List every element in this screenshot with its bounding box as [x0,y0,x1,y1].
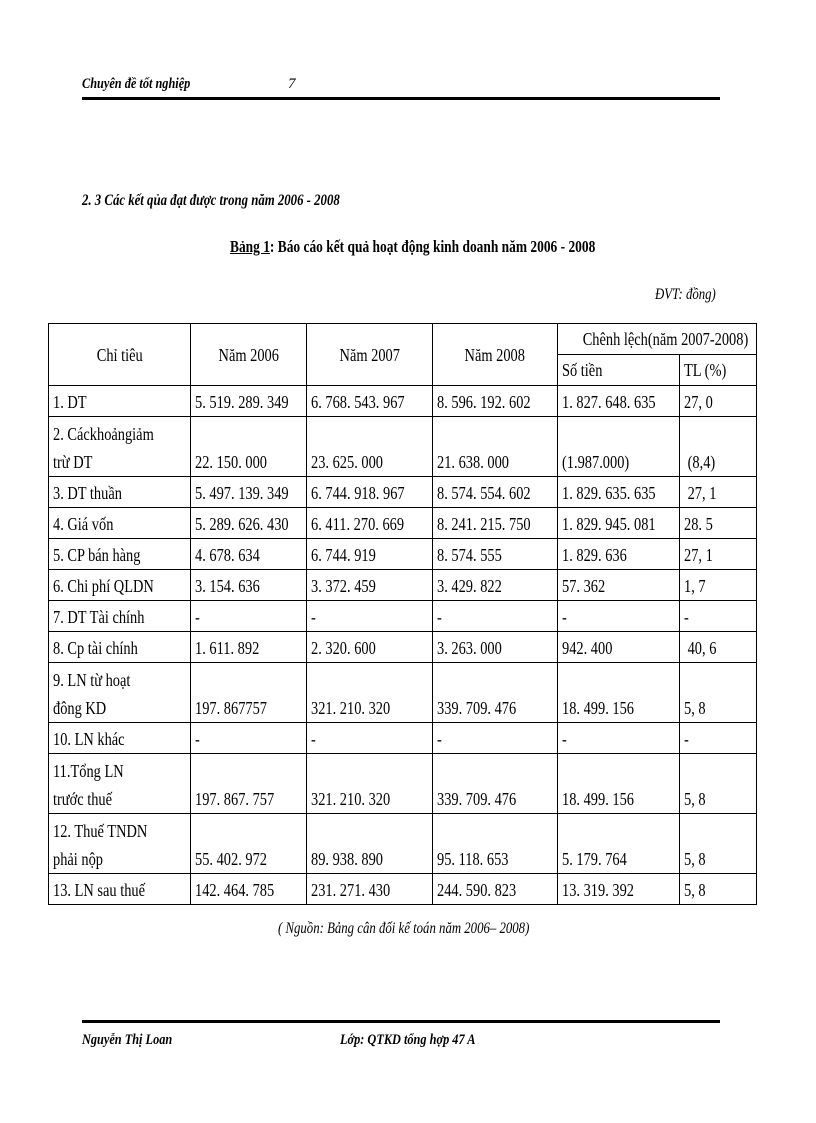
table-row [49,723,757,754]
header-title: Chuyên đề tốt nghiệp [82,76,191,92]
cell-indicator: 4. Giá vốn [49,508,191,539]
cell-rate: 5, 8 [680,874,757,905]
header-rule [82,97,720,100]
cell-rate: 28. 5 [680,508,757,539]
table-row [49,508,757,539]
cell-rate: - [680,723,757,754]
cell-amount: 57. 362 [558,570,680,601]
footer-class: Lớp: QTKD tổng hợp 47 A [340,1032,476,1048]
table-caption [230,237,595,257]
cell-amount: 942. 400 [558,632,680,663]
cell-amount: 1. 829. 635. 635 [558,477,680,508]
cell-indicator: 2. Cáckhoảngiảm trừ DT [49,417,191,477]
cell-y2006: 5. 497. 139. 349 [191,477,307,508]
header-rate: TL (%) [680,355,757,386]
section-title: 2. 3 Các kết qủa đạt được trong năm 2006 - 2008 [82,192,340,209]
cell-y2007: 2. 320. 600 [307,632,433,663]
header-indicator: Chỉ tiêu [49,324,191,386]
table-row [49,417,757,477]
table-row [49,570,757,601]
source-note: ( Nguồn: Bảng cân đối kế toán năm 2006– 2008) [278,920,530,937]
cell-indicator: 13. LN sau thuế [49,874,191,905]
cell-indicator: 6. Chi phí QLDN [49,570,191,601]
cell-y2008: 95. 118. 653 [433,814,558,874]
cell-y2007: 321. 210. 320 [307,754,433,814]
cell-y2006: 5. 289. 626. 430 [191,508,307,539]
cell-indicator: 9. LN từ hoạt đông KD [49,663,191,723]
cell-rate: 1, 7 [680,570,757,601]
cell-indicator: 1. DT [49,386,191,417]
header-2007: Năm 2007 [307,324,433,386]
table-header [49,324,757,386]
cell-y2008: 8. 596. 192. 602 [433,386,558,417]
page-header [82,74,720,100]
cell-amount: 1. 827. 648. 635 [558,386,680,417]
cell-y2006: 1. 611. 892 [191,632,307,663]
cell-indicator: 11.Tổng LN trước thuế [49,754,191,814]
cell-y2006: 142. 464. 785 [191,874,307,905]
table-row [49,539,757,570]
cell-y2006: 3. 154. 636 [191,570,307,601]
cell-y2007: 6. 744. 918. 967 [307,477,433,508]
cell-indicator: 3. DT thuần [49,477,191,508]
cell-indicator: 12. Thuế TNDN phải nộp [49,814,191,874]
cell-amount: (1.987.000) [558,417,680,477]
cell-rate: 40, 6 [680,632,757,663]
table-row [49,754,757,814]
table-row [49,814,757,874]
table-caption-text: : Báo cáo kết quả hoạt động kinh doanh năm 2006 - 2008 [269,237,596,256]
cell-rate: 27, 0 [680,386,757,417]
cell-rate: 27, 1 [680,477,757,508]
cell-y2008: 8. 241. 215. 750 [433,508,558,539]
cell-indicator: 10. LN khác [49,723,191,754]
page-footer [82,1020,720,1060]
cell-y2008: 21. 638. 000 [433,417,558,477]
header-2006: Năm 2006 [191,324,307,386]
cell-y2007: - [307,723,433,754]
cell-y2006: 22. 150. 000 [191,417,307,477]
cell-rate: 5, 8 [680,663,757,723]
cell-y2008: 339. 709. 476 [433,754,558,814]
cell-amount: 18. 499. 156 [558,754,680,814]
cell-y2006: 5. 519. 289. 349 [191,386,307,417]
cell-y2008: 244. 590. 823 [433,874,558,905]
footer-author: Nguyễn Thị Loan [82,1032,173,1048]
page-number: 7 [288,76,296,92]
cell-amount: 13. 319. 392 [558,874,680,905]
cell-y2008: - [433,601,558,632]
table-row [49,632,757,663]
report-table [48,323,757,905]
table-body [49,386,757,905]
table-row [49,663,757,723]
header-amount: Số tiền [558,355,680,386]
cell-indicator: 7. DT Tài chính [49,601,191,632]
table-row [49,874,757,905]
cell-y2006: 55. 402. 972 [191,814,307,874]
cell-y2008: - [433,723,558,754]
cell-rate: 5, 8 [680,814,757,874]
cell-y2007: 3. 372. 459 [307,570,433,601]
footer-rule [82,1020,720,1023]
cell-y2008: 8. 574. 554. 602 [433,477,558,508]
cell-rate: 5, 8 [680,754,757,814]
cell-y2007: 231. 271. 430 [307,874,433,905]
cell-y2008: 3. 263. 000 [433,632,558,663]
cell-y2007: 321. 210. 320 [307,663,433,723]
cell-y2007: - [307,601,433,632]
cell-y2007: 89. 938. 890 [307,814,433,874]
cell-y2006: - [191,601,307,632]
cell-y2006: 197. 867. 757 [191,754,307,814]
cell-amount: 5. 179. 764 [558,814,680,874]
cell-y2007: 6. 411. 270. 669 [307,508,433,539]
cell-y2008: 339. 709. 476 [433,663,558,723]
cell-y2006: - [191,723,307,754]
table-caption-label: Bảng 1 [230,237,270,256]
cell-rate: (8,4) [680,417,757,477]
cell-y2007: 23. 625. 000 [307,417,433,477]
cell-y2007: 6. 744. 919 [307,539,433,570]
header-difference: Chênh lệch(năm 2007-2008) [558,324,757,355]
cell-rate: 27, 1 [680,539,757,570]
unit-note: ĐVT: đồng) [655,286,716,303]
cell-y2006: 197. 867757 [191,663,307,723]
cell-y2006: 4. 678. 634 [191,539,307,570]
cell-y2007: 6. 768. 543. 967 [307,386,433,417]
cell-indicator: 8. Cp tài chính [49,632,191,663]
cell-amount: 18. 499. 156 [558,663,680,723]
cell-y2008: 3. 429. 822 [433,570,558,601]
cell-indicator: 5. CP bán hàng [49,539,191,570]
table-row [49,386,757,417]
cell-rate: - [680,601,757,632]
cell-y2008: 8. 574. 555 [433,539,558,570]
table-row [49,601,757,632]
header-2008: Năm 2008 [433,324,558,386]
cell-amount: 1. 829. 945. 081 [558,508,680,539]
cell-amount: - [558,601,680,632]
cell-amount: 1. 829. 636 [558,539,680,570]
cell-amount: - [558,723,680,754]
table-row [49,477,757,508]
